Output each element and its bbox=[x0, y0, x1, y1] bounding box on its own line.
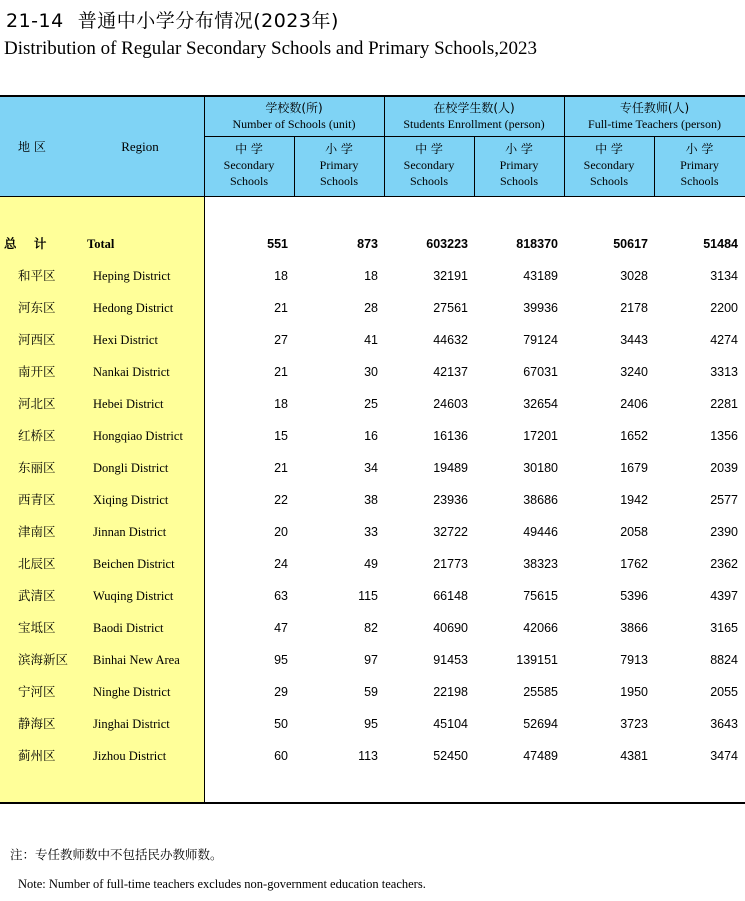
value-cell: 41 bbox=[364, 333, 378, 347]
value-cell: 47489 bbox=[523, 749, 558, 763]
subheader-cn: 中 学 bbox=[595, 142, 623, 156]
value-cell: 18 bbox=[274, 397, 288, 411]
value-cell: 32722 bbox=[433, 525, 468, 539]
value-cell: 2178 bbox=[620, 301, 648, 315]
title-cn-text: 普通中小学分布情况(2023年) bbox=[77, 10, 339, 32]
subheader-primary bbox=[474, 141, 564, 189]
subheader-en: Schools bbox=[680, 174, 719, 188]
value-cell: 66148 bbox=[433, 589, 468, 603]
value-cell: 1950 bbox=[620, 685, 648, 699]
value-cell: 44632 bbox=[433, 333, 468, 347]
region-name-cn: 津南区 bbox=[18, 524, 56, 539]
region-name-en: Hedong District bbox=[93, 301, 174, 315]
region-name-cn: 河北区 bbox=[18, 396, 56, 411]
value-cell: 3134 bbox=[710, 269, 738, 283]
table-row bbox=[0, 580, 745, 612]
region-name-en: Binhai New Area bbox=[93, 653, 180, 667]
value-cell: 2058 bbox=[620, 525, 648, 539]
region-name-cn: 西青区 bbox=[18, 492, 56, 507]
value-cell: 3866 bbox=[620, 621, 648, 635]
value-cell: 17201 bbox=[523, 429, 558, 443]
value-cell: 27 bbox=[274, 333, 288, 347]
value-cell: 2406 bbox=[620, 397, 648, 411]
region-name-cn: 蓟州区 bbox=[18, 748, 56, 763]
subheader-en: Schools bbox=[229, 174, 268, 188]
region-name-cn: 武清区 bbox=[18, 588, 56, 603]
region-name-cn: 宝坻区 bbox=[18, 620, 56, 635]
table-row bbox=[0, 324, 745, 356]
value-cell: 21 bbox=[274, 461, 288, 475]
value-cell: 3165 bbox=[710, 621, 738, 635]
value-cell: 52450 bbox=[433, 749, 468, 763]
value-cell: 47 bbox=[274, 621, 288, 635]
value-cell: 50617 bbox=[613, 237, 648, 251]
value-cell: 79124 bbox=[523, 333, 558, 347]
value-cell: 3240 bbox=[620, 365, 648, 379]
value-cell: 2200 bbox=[710, 301, 738, 315]
subheader-en: Schools bbox=[499, 174, 538, 188]
subheader-primary bbox=[294, 141, 384, 189]
value-cell: 2281 bbox=[710, 397, 738, 411]
value-cell: 95 bbox=[274, 653, 288, 667]
value-cell: 40690 bbox=[433, 621, 468, 635]
data-table bbox=[0, 95, 745, 804]
subheader-en: Schools bbox=[409, 174, 448, 188]
region-name-cn: 北辰区 bbox=[18, 556, 56, 571]
value-cell: 113 bbox=[358, 749, 378, 763]
value-cell: 30 bbox=[364, 365, 378, 379]
group-header-teachers-en: Full-time Teachers (person) bbox=[588, 117, 721, 131]
value-cell: 38 bbox=[364, 493, 378, 507]
value-cell: 75615 bbox=[523, 589, 558, 603]
value-cell: 49446 bbox=[523, 525, 558, 539]
value-cell: 91453 bbox=[433, 653, 468, 667]
value-cell: 34 bbox=[364, 461, 378, 475]
value-cell: 3313 bbox=[710, 365, 738, 379]
value-cell: 97 bbox=[364, 653, 378, 667]
value-cell: 51484 bbox=[703, 237, 738, 251]
region-name-en: Wuqing District bbox=[93, 589, 174, 603]
subheader-en: Schools bbox=[589, 174, 628, 188]
region-name-en: Hebei District bbox=[93, 397, 164, 411]
value-cell: 67031 bbox=[523, 365, 558, 379]
value-cell: 45104 bbox=[433, 717, 468, 731]
value-cell: 32654 bbox=[523, 397, 558, 411]
region-name-en: Heping District bbox=[93, 269, 171, 283]
value-cell: 33 bbox=[364, 525, 378, 539]
region-name-cn: 东丽区 bbox=[18, 460, 56, 475]
page-title-en: Distribution of Regular Secondary Schools and Primary Schools,2023 bbox=[4, 38, 537, 59]
value-cell: 38323 bbox=[523, 557, 558, 571]
value-cell: 21 bbox=[274, 365, 288, 379]
subheader-en: Schools bbox=[319, 174, 358, 188]
region-name-en: Hongqiao District bbox=[93, 429, 183, 443]
value-cell: 22198 bbox=[433, 685, 468, 699]
value-cell: 16136 bbox=[433, 429, 468, 443]
table-row bbox=[0, 260, 745, 292]
group-header-teachers-cn: 专任教师(人) bbox=[619, 101, 690, 115]
region-name-cn: 静海区 bbox=[18, 716, 56, 731]
value-cell: 18 bbox=[364, 269, 378, 283]
value-cell: 873 bbox=[357, 237, 378, 251]
header-rule bbox=[0, 196, 745, 197]
table-row bbox=[0, 292, 745, 324]
subheader-cn: 中 学 bbox=[235, 142, 263, 156]
top-rule bbox=[0, 95, 745, 97]
value-cell: 1762 bbox=[620, 557, 648, 571]
region-name-en: Jinnan District bbox=[93, 525, 167, 539]
value-cell: 139151 bbox=[516, 653, 558, 667]
value-cell: 22 bbox=[274, 493, 288, 507]
value-cell: 1356 bbox=[710, 429, 738, 443]
value-cell: 23936 bbox=[433, 493, 468, 507]
value-cell: 95 bbox=[364, 717, 378, 731]
value-cell: 25585 bbox=[523, 685, 558, 699]
table-number: 21-14 bbox=[6, 10, 64, 32]
subheader-secondary bbox=[384, 141, 474, 189]
value-cell: 60 bbox=[274, 749, 288, 763]
region-name-en: Ninghe District bbox=[93, 685, 171, 699]
value-cell: 39936 bbox=[523, 301, 558, 315]
group-header-schools-cn: 学校数(所) bbox=[265, 101, 323, 115]
value-cell: 59 bbox=[364, 685, 378, 699]
value-cell: 43189 bbox=[523, 269, 558, 283]
page-title-cn bbox=[6, 6, 339, 33]
value-cell: 42066 bbox=[523, 621, 558, 635]
table-row bbox=[0, 356, 745, 388]
region-name-cn: 河西区 bbox=[18, 332, 56, 347]
value-cell: 3443 bbox=[620, 333, 648, 347]
value-cell: 2039 bbox=[710, 461, 738, 475]
value-cell: 3723 bbox=[620, 717, 648, 731]
region-header-en: Region bbox=[121, 139, 159, 154]
value-cell: 5396 bbox=[620, 589, 648, 603]
value-cell: 4274 bbox=[710, 333, 738, 347]
region-name-cn: 总 计 bbox=[4, 236, 47, 251]
value-cell: 29 bbox=[274, 685, 288, 699]
region-name-cn: 和平区 bbox=[18, 268, 56, 283]
value-cell: 2055 bbox=[710, 685, 738, 699]
value-cell: 27561 bbox=[433, 301, 468, 315]
value-cell: 82 bbox=[364, 621, 378, 635]
value-cell: 24 bbox=[274, 557, 288, 571]
subheader-en: Primary bbox=[499, 158, 539, 172]
table-row bbox=[0, 516, 745, 548]
value-cell: 25 bbox=[364, 397, 378, 411]
value-cell: 20 bbox=[274, 525, 288, 539]
table-row bbox=[0, 740, 745, 772]
value-cell: 2390 bbox=[710, 525, 738, 539]
table-row bbox=[0, 644, 745, 676]
value-cell: 603223 bbox=[426, 237, 468, 251]
value-cell: 818370 bbox=[516, 237, 558, 251]
table-row bbox=[0, 612, 745, 644]
value-cell: 42137 bbox=[433, 365, 468, 379]
region-name-cn: 南开区 bbox=[18, 364, 56, 379]
value-cell: 30180 bbox=[523, 461, 558, 475]
value-cell: 1652 bbox=[620, 429, 648, 443]
region-name-en: Total bbox=[87, 237, 115, 251]
table-row-total bbox=[0, 228, 745, 260]
table-row bbox=[0, 420, 745, 452]
value-cell: 21 bbox=[274, 301, 288, 315]
region-name-en: Jinghai District bbox=[93, 717, 170, 731]
value-cell: 2362 bbox=[710, 557, 738, 571]
subheader-secondary bbox=[564, 141, 654, 189]
value-cell: 28 bbox=[364, 301, 378, 315]
subheader-cn: 小 学 bbox=[325, 142, 353, 156]
subheader-cn: 中 学 bbox=[415, 142, 443, 156]
region-name-en: Nankai District bbox=[93, 365, 170, 379]
value-cell: 21773 bbox=[433, 557, 468, 571]
value-cell: 3643 bbox=[710, 717, 738, 731]
subheader-secondary bbox=[204, 141, 294, 189]
subheader-cn: 小 学 bbox=[685, 142, 714, 156]
region-name-en: Baodi District bbox=[93, 621, 164, 635]
value-cell: 551 bbox=[267, 237, 288, 251]
subheader-en: Secondary bbox=[223, 158, 275, 172]
region-name-en: Hexi District bbox=[93, 333, 158, 347]
subheader-en: Primary bbox=[319, 158, 359, 172]
subheader-en: Secondary bbox=[403, 158, 455, 172]
table-row bbox=[0, 676, 745, 708]
region-name-cn: 滨海新区 bbox=[18, 652, 69, 667]
region-name-en: Beichen District bbox=[93, 557, 175, 571]
value-cell: 19489 bbox=[433, 461, 468, 475]
value-cell: 63 bbox=[274, 589, 288, 603]
table-row bbox=[0, 388, 745, 420]
value-cell: 38686 bbox=[523, 493, 558, 507]
value-cell: 15 bbox=[274, 429, 288, 443]
group-header-students-en: Students Enrollment (person) bbox=[403, 117, 545, 131]
value-cell: 4397 bbox=[710, 589, 738, 603]
subheader-en: Secondary bbox=[583, 158, 635, 172]
value-cell: 18 bbox=[274, 269, 288, 283]
value-cell: 24603 bbox=[433, 397, 468, 411]
bottom-rule bbox=[0, 802, 745, 804]
value-cell: 1942 bbox=[620, 493, 648, 507]
subheader-primary bbox=[654, 141, 745, 189]
value-cell: 52694 bbox=[523, 717, 558, 731]
value-cell: 4381 bbox=[620, 749, 648, 763]
table-row bbox=[0, 484, 745, 516]
value-cell: 115 bbox=[358, 589, 378, 603]
footnote-cn: 注：专任教师数中不包括民办教师数。 bbox=[10, 847, 223, 862]
value-cell: 8824 bbox=[710, 653, 738, 667]
value-cell: 50 bbox=[274, 717, 288, 731]
value-cell: 49 bbox=[364, 557, 378, 571]
region-header-cn: 地 区 bbox=[18, 140, 46, 154]
region-name-en: Xiqing District bbox=[93, 493, 169, 507]
subheader-en: Primary bbox=[680, 158, 719, 172]
region-name-cn: 红桥区 bbox=[18, 428, 56, 443]
table-row bbox=[0, 452, 745, 484]
table-row bbox=[0, 708, 745, 740]
value-cell: 2577 bbox=[710, 493, 738, 507]
group-header-students-cn: 在校学生数(人) bbox=[433, 101, 515, 115]
region-name-en: Jizhou District bbox=[93, 749, 167, 763]
value-cell: 3028 bbox=[620, 269, 648, 283]
value-cell: 32191 bbox=[433, 269, 468, 283]
region-name-en: Dongli District bbox=[93, 461, 169, 475]
value-cell: 3474 bbox=[710, 749, 738, 763]
value-cell: 7913 bbox=[620, 653, 648, 667]
table-row bbox=[0, 548, 745, 580]
footnote-en: Note: Number of full-time teachers excludes non-government education teachers. bbox=[18, 877, 426, 891]
subheader-cn: 小 学 bbox=[505, 142, 533, 156]
value-cell: 1679 bbox=[620, 461, 648, 475]
region-name-cn: 宁河区 bbox=[18, 684, 56, 699]
region-name-cn: 河东区 bbox=[18, 300, 56, 315]
value-cell: 16 bbox=[364, 429, 378, 443]
group-header-schools-en: Number of Schools (unit) bbox=[232, 117, 356, 131]
